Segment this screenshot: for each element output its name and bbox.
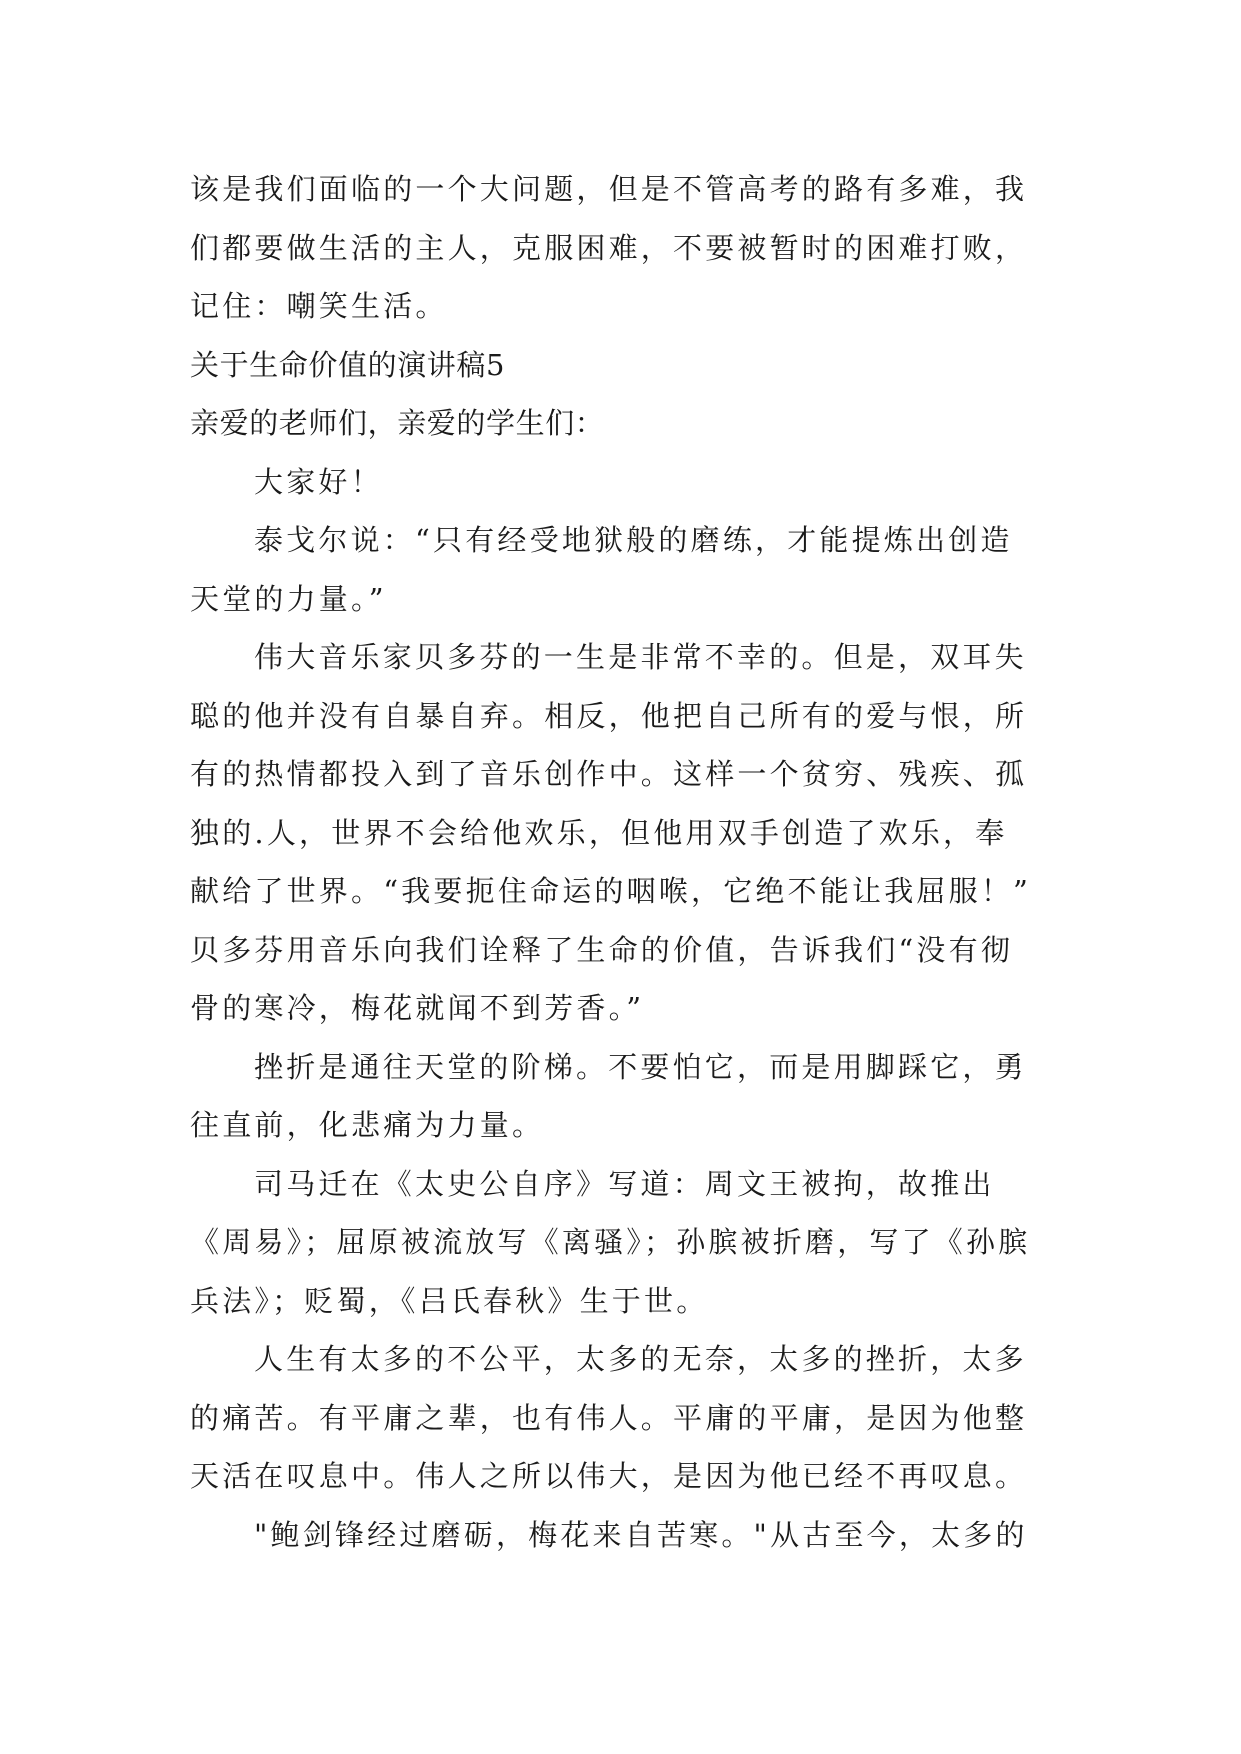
text-line: 兵法》；贬蜀，《吕氏春秋》生于世。 bbox=[190, 1283, 709, 1318]
text-line: 天堂的力量。” bbox=[190, 581, 387, 616]
text-line: 伟大音乐家贝多芬的一生是非常不幸的。但是，双耳失 bbox=[254, 640, 1027, 674]
text-line: 泰戈尔说：“只有经受地狱般的磨练，才能提炼出创造 bbox=[254, 523, 1013, 557]
document-page bbox=[190, 160, 1070, 1564]
text-line: 往直前，化悲痛为力量。 bbox=[190, 1108, 545, 1142]
salutation: 亲爱的老师们，亲爱的学生们： bbox=[190, 406, 605, 440]
text-line: "鲍剑锋经过磨砺，梅花来自苦寒。"从古至今，太多的 bbox=[254, 1517, 1028, 1552]
text-line: 献给了世界。“我要扼住命运的咽喉，它绝不能让我屈服！” bbox=[190, 874, 1032, 908]
text-line: 人生有太多的不公平，太多的无奈，太多的挫折，太多 bbox=[254, 1342, 1027, 1376]
text-line: 的痛苦。有平庸之辈，也有伟人。平庸的平庸，是因为他整 bbox=[190, 1400, 1028, 1435]
section-heading: 关于生命价值的演讲稿5 bbox=[190, 347, 506, 382]
text-line: 骨的寒冷，梅花就闻不到芳香。” bbox=[190, 991, 645, 1025]
text-line: 聪的他并没有自暴自弃。相反，他把自己所有的爱与恨，所 bbox=[190, 698, 1028, 733]
text-line: 有的热情都投入到了音乐创作中。这样一个贫穷、残疾、孤 bbox=[190, 757, 1028, 791]
text-line: 记住：嘲笑生活。 bbox=[190, 289, 448, 323]
text-line: 贝多芬用音乐向我们诠释了生命的价值，告诉我们“没有彻 bbox=[190, 932, 1014, 967]
text-line: 们都要做生活的主人，克服困难，不要被暂时的困难打败， bbox=[190, 230, 1028, 265]
greeting: 大家好！ bbox=[254, 464, 383, 499]
text-line: 该是我们面临的一个大问题，但是不管高考的路有多难，我 bbox=[190, 172, 1028, 206]
text-line: 司马迁在《太史公自序》写道：周文王被拘，故推出 bbox=[254, 1166, 995, 1201]
text-line: 天活在叹息中。伟人之所以伟大，是因为他已经不再叹息。 bbox=[190, 1459, 1028, 1493]
text-line: 挫折是通往天堂的阶梯。不要怕它，而是用脚踩它，勇 bbox=[254, 1049, 1027, 1084]
text-line: 《周易》；屈原被流放写《离骚》；孙膑被折磨，写了《孙膑 bbox=[190, 1225, 1031, 1259]
text-line: 独的.人，世界不会给他欢乐，但他用双手创造了欢乐，奉 bbox=[190, 815, 1008, 850]
